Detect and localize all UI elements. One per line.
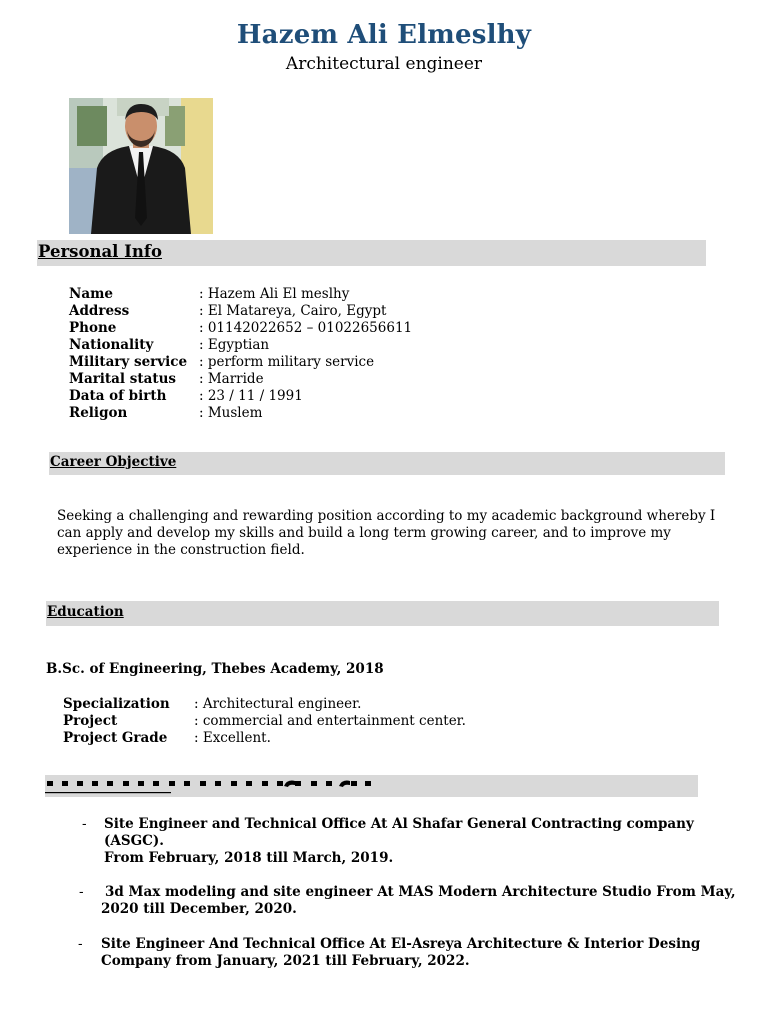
experience-band [45, 775, 698, 797]
personal-info-title: Personal Info [38, 242, 162, 261]
info-value: : Muslem [199, 405, 263, 421]
info-value: : perform military service [199, 354, 375, 370]
education-value: : Excellent. [194, 730, 271, 746]
objective-line: can apply and develop my skills and build a long term growing career, and to improve my [57, 525, 671, 541]
candidate-role: Architectural engineer [285, 54, 483, 74]
career-objective-title: Career Objective [50, 454, 177, 470]
info-label: Phone [69, 320, 117, 336]
profile-photo [69, 98, 213, 234]
education-label: Project [63, 713, 118, 729]
info-row-marital [69, 371, 264, 387]
info-label: Military service [69, 354, 188, 370]
info-value: : Marride [199, 371, 264, 387]
info-row-religion [69, 405, 263, 421]
list-dash: - [79, 884, 84, 900]
info-value: : Egyptian [199, 337, 270, 353]
education-title: Education [47, 604, 124, 620]
education-row-project [63, 713, 466, 729]
experience-item [101, 936, 741, 970]
education-degree: B.Sc. of Engineering, Thebes Academy, 2018 [46, 661, 384, 677]
career-objective-text [57, 508, 717, 559]
info-row-birth [69, 388, 303, 404]
info-label: Data of birth [69, 388, 167, 404]
info-label: Marital status [69, 371, 176, 387]
info-row-nationality [69, 337, 270, 353]
info-value: : 01142022652 – 01022656611 [199, 320, 413, 336]
education-value: : commercial and entertainment center. [194, 713, 466, 729]
experience-item [104, 816, 724, 867]
info-value: : 23 / 11 / 1991 [199, 388, 303, 404]
info-row-address [69, 303, 387, 319]
info-label: Religon [69, 405, 128, 421]
career-objective-band [49, 452, 725, 475]
education-label: Project Grade [63, 730, 168, 746]
education-row-grade [63, 730, 271, 746]
objective-line: Seeking a challenging and rewarding position according to my academic background whereby I [57, 508, 716, 524]
info-row-phone [69, 320, 413, 336]
personal-info-band [37, 240, 706, 266]
objective-line: experience in the construction field. [57, 542, 305, 558]
experience-line: 3d Max modeling and site engineer At MAS Modern Architecture Studio From May, [105, 884, 736, 900]
list-dash: - [78, 936, 83, 952]
info-value: : El Matareya, Cairo, Egypt [199, 303, 387, 319]
profile-photo-illustration [69, 98, 213, 234]
garbled-heading-glyphs [45, 776, 385, 796]
education-value: : Architectural engineer. [194, 696, 362, 712]
education-row-specialization [63, 696, 362, 712]
list-dash: - [82, 816, 87, 832]
experience-line: Site Engineer And Technical Office At El-Asreya Architecture & Interior Desing [101, 936, 701, 952]
experience-line: Company from January, 2021 till February, 2022. [101, 953, 470, 969]
info-value: : Hazem Ali El meslhy [199, 286, 350, 302]
experience-line: Site Engineer and Technical Office At Al Shafar General Contracting company [104, 816, 694, 832]
info-label: Address [69, 303, 130, 319]
experience-line: From February, 2018 till March, 2019. [104, 850, 394, 866]
info-row-military [69, 354, 375, 370]
education-label: Specialization [63, 696, 170, 712]
experience-line: 2020 till December, 2020. [101, 901, 297, 917]
education-band [46, 601, 719, 626]
experience-line: (ASGC). [104, 833, 164, 849]
info-label: Nationality [69, 337, 154, 353]
experience-item [101, 884, 741, 918]
info-label: Name [69, 286, 113, 302]
candidate-name: Hazem Ali Elmeslhy [236, 20, 532, 50]
info-row-name [69, 286, 350, 302]
